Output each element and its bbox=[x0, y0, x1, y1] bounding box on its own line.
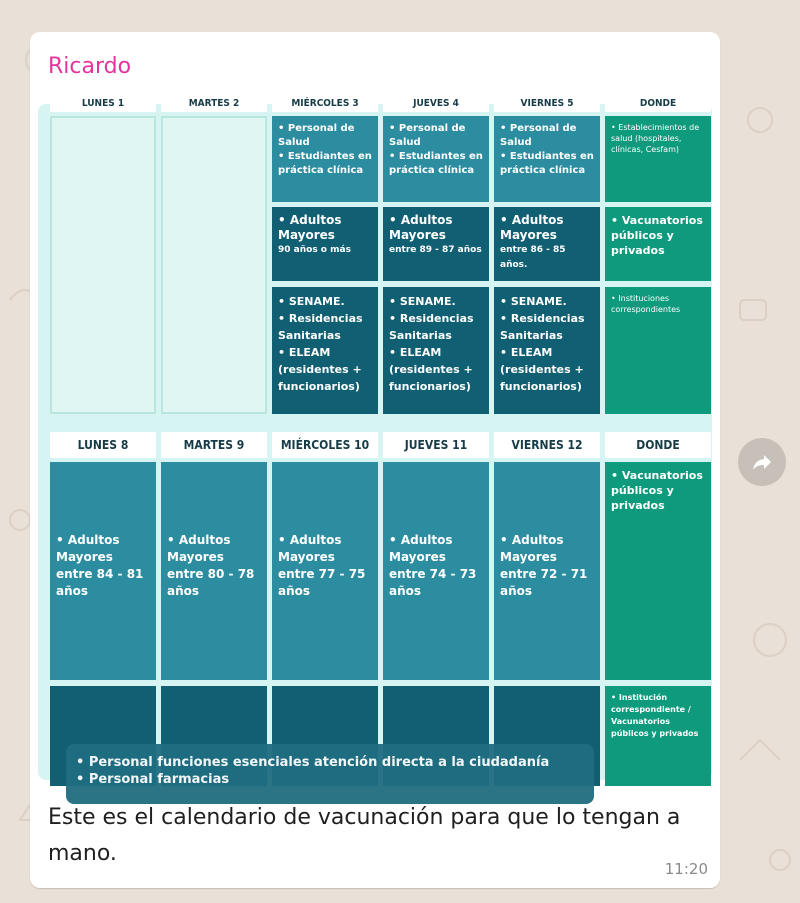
vaccination-calendar-image[interactable] bbox=[38, 97, 712, 787]
schedule-cell: • Adultos Mayores 90 años o más bbox=[272, 207, 378, 281]
forward-arrow-icon bbox=[750, 450, 774, 474]
calendar-header: VIERNES 5 bbox=[494, 94, 600, 112]
location-cell: • Vacunatorios públicos y privados bbox=[605, 207, 711, 281]
sender-name: Ricardo bbox=[48, 54, 132, 79]
schedule-cell: • Adultos Mayores entre 80 - 78 años bbox=[161, 462, 267, 680]
schedule-cell: • SENAME. • Residencias Sanitarias • ELEAM (residentes + funcionarios) bbox=[272, 287, 378, 414]
message-caption: Este es el calendario de vacunación para que lo tengan a mano. bbox=[48, 805, 681, 866]
calendar-header: JUEVES 11 bbox=[383, 432, 489, 458]
calendar-header: DONDE bbox=[605, 94, 711, 112]
schedule-cell: • Adultos Mayores entre 89 - 87 años bbox=[383, 207, 489, 281]
calendar-header: MIÉRCOLES 3 bbox=[272, 94, 378, 112]
calendar-header: LUNES 1 bbox=[50, 94, 156, 112]
calendar-header: MIÉRCOLES 10 bbox=[272, 432, 378, 458]
location-cell: • Establecimientos de salud (hospitales, clínicas, Cesfam) bbox=[605, 116, 711, 202]
empty-day-cell bbox=[50, 116, 156, 414]
forward-button[interactable] bbox=[738, 438, 786, 486]
essential-workers-panel: • Personal funciones esenciales atención directa a la ciudadanía • Personal farmacias bbox=[66, 744, 594, 804]
calendar-header: JUEVES 4 bbox=[383, 94, 489, 112]
calendar-header: VIERNES 12 bbox=[494, 432, 600, 458]
schedule-cell: • Adultos Mayores entre 86 - 85 años. bbox=[494, 207, 600, 281]
calendar-header: LUNES 8 bbox=[50, 432, 156, 458]
calendar-header: MARTES 2 bbox=[161, 94, 267, 112]
message-bubble[interactable] bbox=[30, 32, 720, 888]
schedule-cell: • SENAME. • Residencias Sanitarias • ELEAM (residentes + funcionarios) bbox=[383, 287, 489, 414]
schedule-cell: • Personal de Salud • Estudiantes en práctica clínica bbox=[383, 116, 489, 202]
schedule-cell: • Adultos Mayores entre 72 - 71 años bbox=[494, 462, 600, 680]
schedule-cell: • SENAME. • Residencias Sanitarias • ELEAM (residentes + funcionarios) bbox=[494, 287, 600, 414]
empty-day-cell bbox=[161, 116, 267, 414]
calendar-header: MARTES 9 bbox=[161, 432, 267, 458]
schedule-cell: • Adultos Mayores entre 77 - 75 años bbox=[272, 462, 378, 680]
schedule-cell: • Personal de Salud • Estudiantes en práctica clínica bbox=[272, 116, 378, 202]
message-timestamp: 11:20 bbox=[664, 860, 708, 878]
schedule-cell: • Adultos Mayores entre 74 - 73 años bbox=[383, 462, 489, 680]
location-cell: • Vacunatorios públicos y privados bbox=[605, 462, 711, 680]
schedule-cell: • Adultos Mayores entre 84 - 81 años bbox=[50, 462, 156, 680]
location-cell: • Instituciones correspondientes bbox=[605, 287, 711, 414]
location-cell: • Institución correspondiente / Vacunatorios públicos y privados bbox=[605, 686, 711, 786]
calendar-header: DONDE bbox=[605, 432, 711, 458]
schedule-cell: • Personal de Salud • Estudiantes en práctica clínica bbox=[494, 116, 600, 202]
